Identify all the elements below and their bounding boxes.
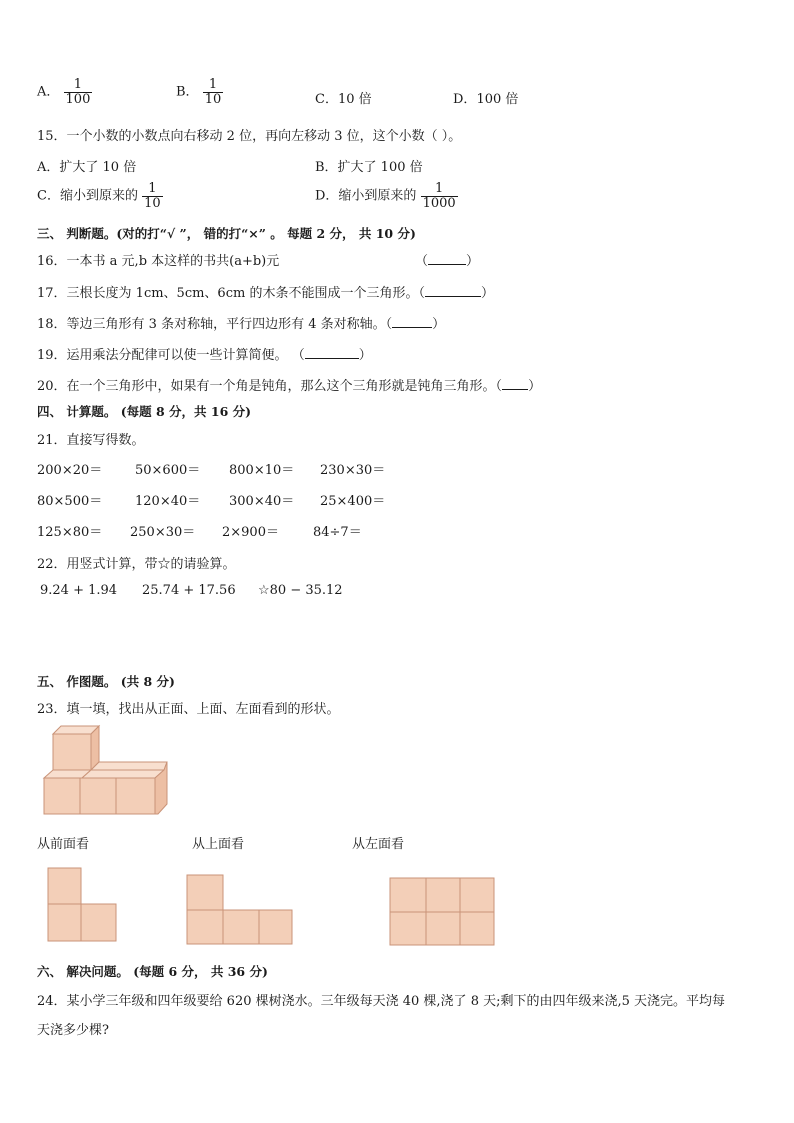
calc-item: 120×40＝ <box>135 494 201 509</box>
calc-item: 50×600＝ <box>135 463 201 478</box>
q21-title: 21．直接写得数。 <box>37 433 145 448</box>
calc-item: 80×500＝ <box>37 494 103 509</box>
answer-blank[interactable] <box>428 252 466 265</box>
answer-blank[interactable] <box>425 284 481 297</box>
section-6-title: 六、 解决问题。 (每题 6 分， 共 36 分) <box>37 964 268 979</box>
fraction: $\frac{1}{100}$ <box>65 77 91 107</box>
answer-blank[interactable] <box>392 315 432 328</box>
calc-item: 800×10＝ <box>229 463 295 478</box>
q24-line-1: 24．某小学三年级和四年级要给 620 棵树浇水。三年级每天浇 40 棵,浇了 8 天;剩下的由四年级来浇,5 天浇完。平均每 <box>37 994 726 1009</box>
q22-item: 9.24 + 1.94 <box>40 583 118 598</box>
view-label-front: 从前面看 <box>37 837 90 852</box>
calc-item: 200×20＝ <box>37 463 103 478</box>
calc-item: 84÷7＝ <box>313 525 362 540</box>
calc-item: 250×30＝ <box>130 525 196 540</box>
left-view-diagram[interactable] <box>389 877 497 947</box>
q14-option-a: A． $\frac{1}{100}$ <box>37 77 91 107</box>
q15-option-d: D．缩小到原来的 $\frac{1}{1000}$ <box>315 181 456 211</box>
view-label-top: 从上面看 <box>192 837 245 852</box>
q15-option-a: A．扩大了 10 倍 <box>37 160 137 175</box>
q22-item: 25.74 + 17.56 <box>142 583 236 598</box>
answer-blank[interactable] <box>502 377 528 390</box>
q15-text: 15．一个小数的小数点向右移动 2 位，再向左移动 3 位，这个小数（ ）。 <box>37 129 462 144</box>
judge-answer-16[interactable]: （ ） <box>415 254 480 269</box>
calc-item: 2×900＝ <box>222 525 279 540</box>
q14-option-b: B． $\frac{1}{10}$ <box>176 77 222 107</box>
q14-option-c: C．10 倍 <box>315 92 372 107</box>
q15-option-b: B．扩大了 100 倍 <box>315 160 423 175</box>
fraction: $\frac{1}{10}$ <box>204 77 222 107</box>
q23-title: 23．填一填，找出从正面、上面、左面看到的形状。 <box>37 702 340 717</box>
view-label-left: 从左面看 <box>352 837 405 852</box>
cube-stack-illustration <box>40 724 174 820</box>
calc-item: 300×40＝ <box>229 494 295 509</box>
judge-item-18: 18．等边三角形有 3 条对称轴，平行四边形有 4 条对称轴。（ ） <box>37 317 446 332</box>
answer-blank[interactable] <box>305 346 359 359</box>
q15-option-c: C．缩小到原来的 $\frac{1}{10}$ <box>37 181 161 211</box>
section-5-title: 五、 作图题。 (共 8 分) <box>37 674 175 689</box>
q22-item-starred: ☆80 − 35.12 <box>258 583 343 598</box>
q22-title: 22．用竖式计算，带☆的请验算。 <box>37 557 236 572</box>
section-3-title: 三、 判断题。(对的打“√ ”， 错的打“×” 。 每题 2 分， 共 10 分) <box>37 226 416 241</box>
q24-line-2: 天浇多少棵? <box>37 1023 109 1038</box>
calc-item: 25×400＝ <box>320 494 386 509</box>
top-view-diagram[interactable] <box>186 874 294 946</box>
judge-item-16: 16．一本书 a 元,b 本这样的书共(a+b)元 <box>37 254 280 269</box>
section-4-title: 四、 计算题。 (每题 8 分，共 16 分) <box>37 404 252 419</box>
fraction: $\frac{1}{1000}$ <box>422 181 456 211</box>
q14-option-d: D．100 倍 <box>453 92 519 107</box>
judge-item-17: 17．三根长度为 1cm、5cm、6cm 的木条不能围成一个三角形。（ ） <box>37 286 494 301</box>
front-view-diagram[interactable] <box>47 867 119 943</box>
judge-item-20: 20．在一个三角形中，如果有一个角是钝角，那么这个三角形就是钝角三角形。（ ） <box>37 379 542 394</box>
calc-item: 125×80＝ <box>37 525 103 540</box>
fraction: $\frac{1}{10}$ <box>144 181 161 211</box>
calc-item: 230×30＝ <box>320 463 386 478</box>
judge-item-19: 19．运用乘法分配律可以使一些计算简便。 （ ） <box>37 348 372 363</box>
